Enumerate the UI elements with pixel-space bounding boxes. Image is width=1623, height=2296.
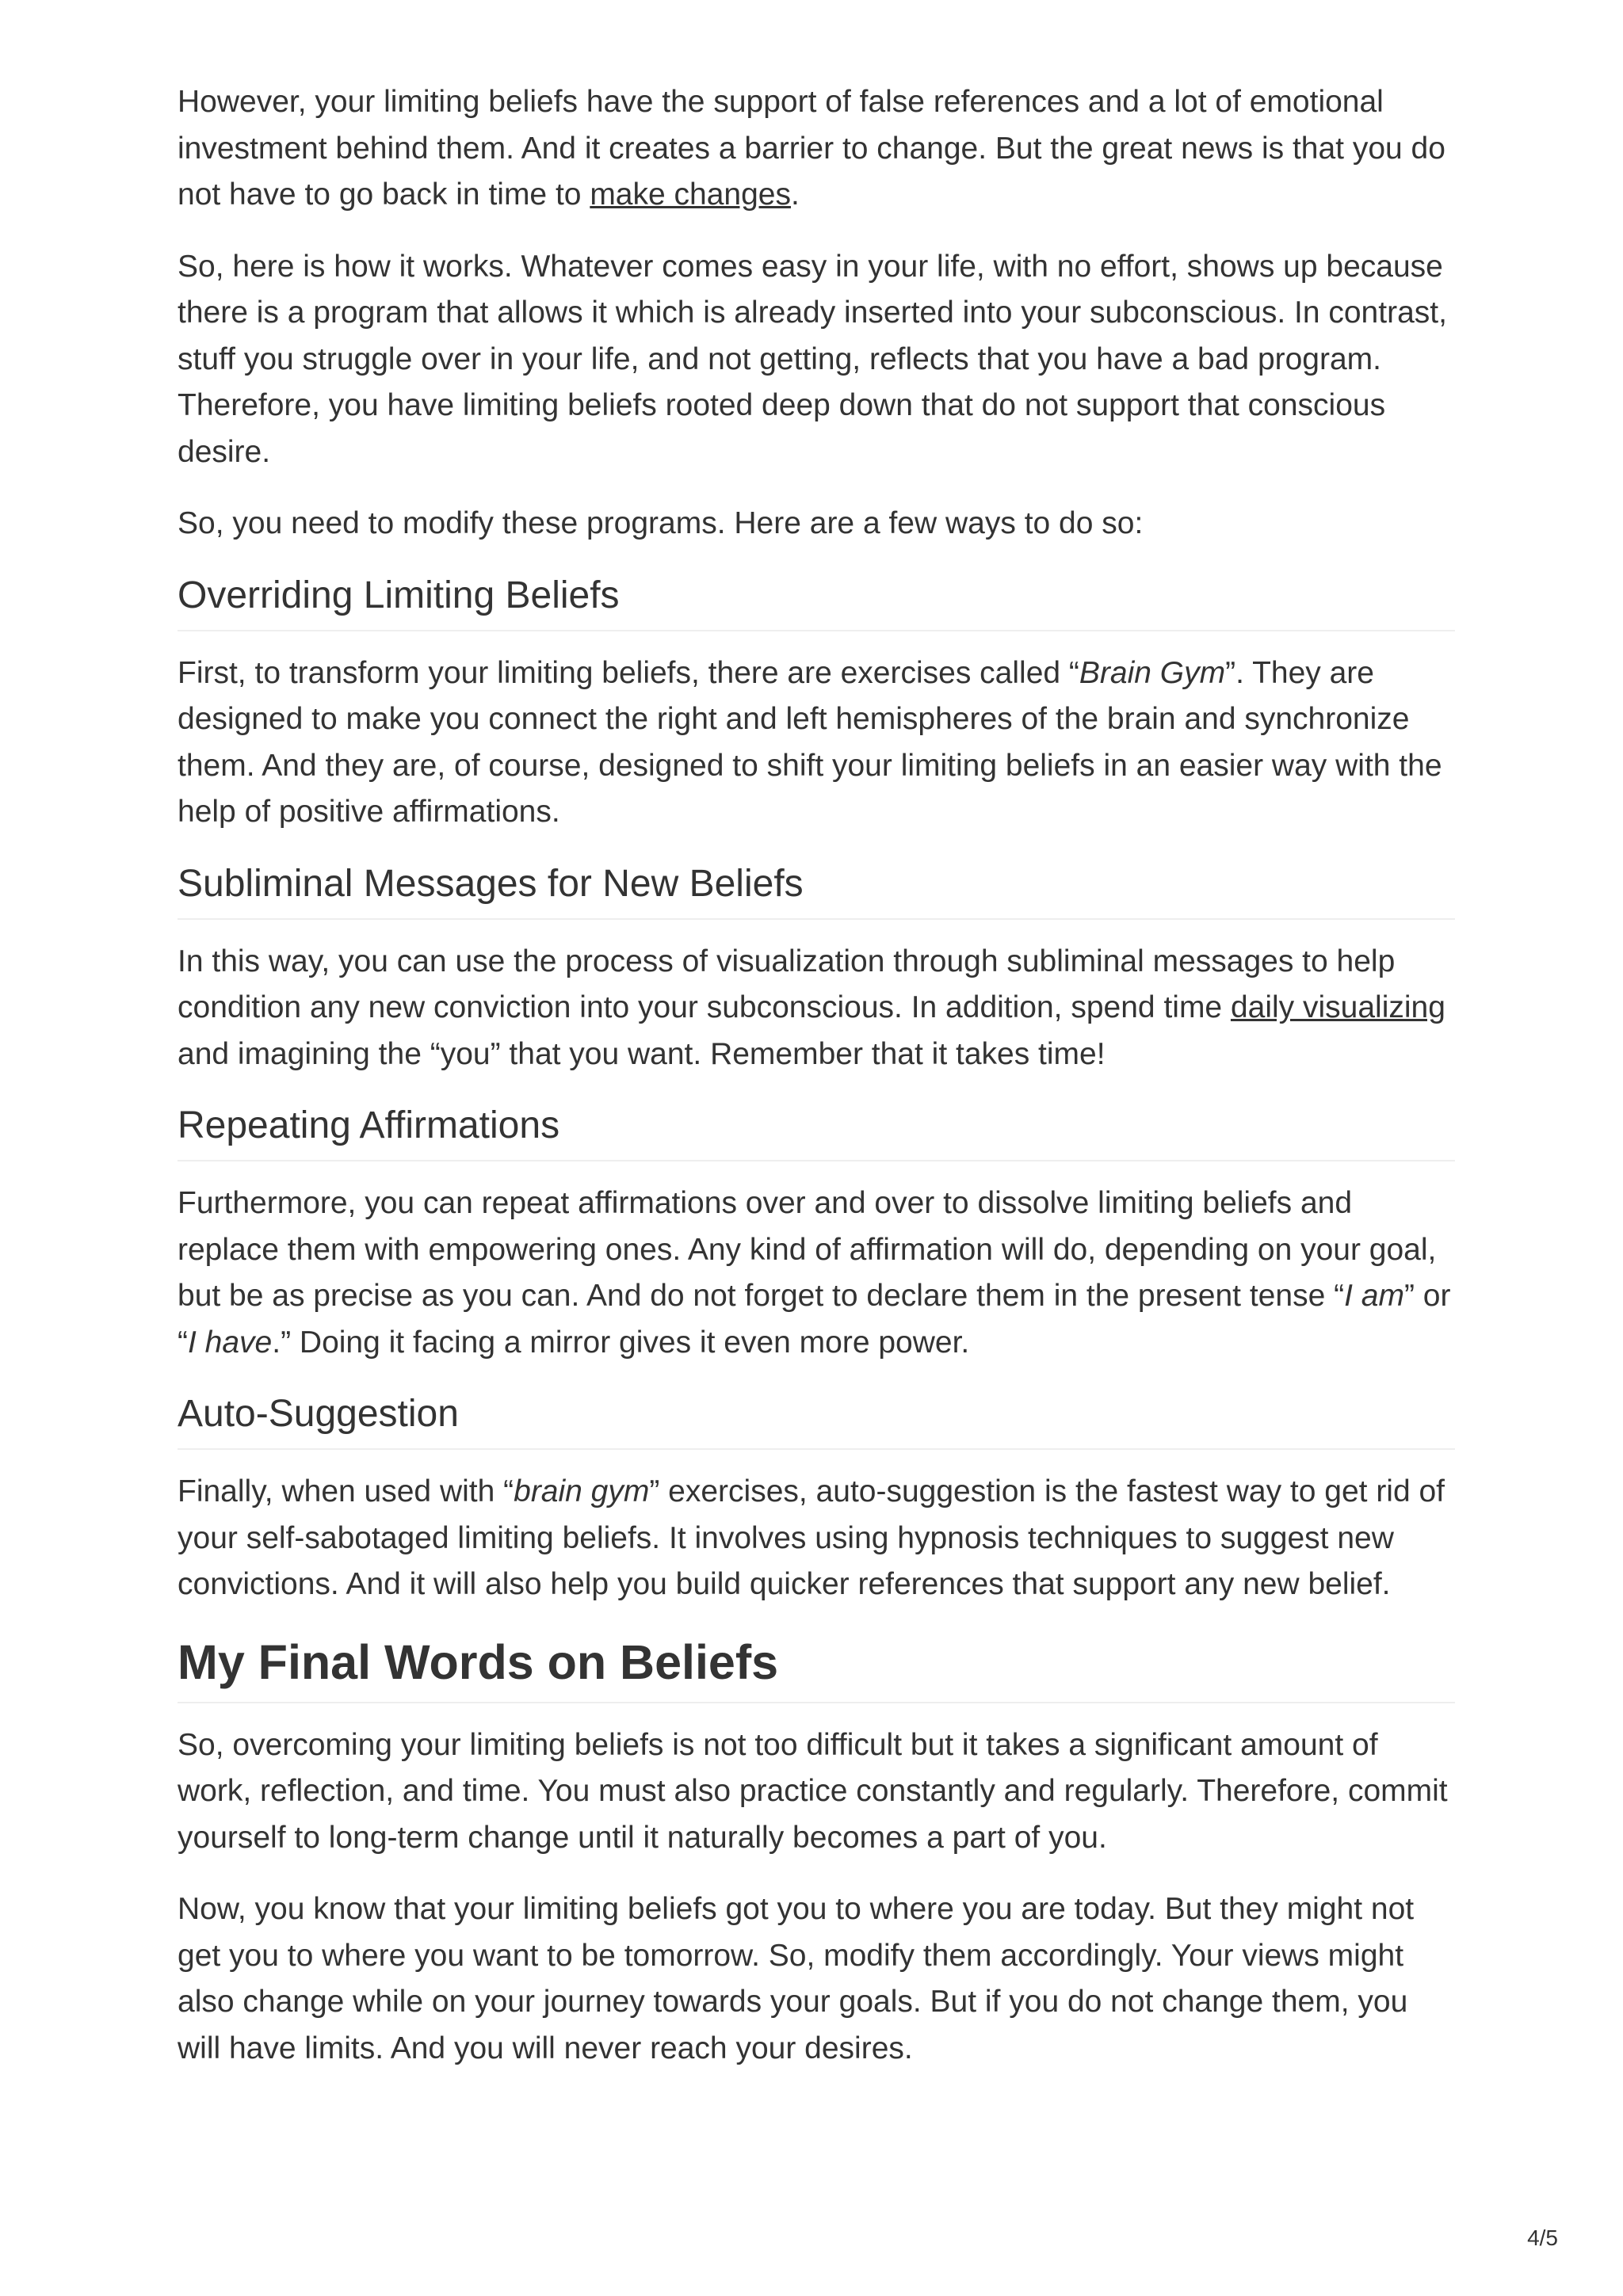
paragraph-text: First, to transform your limiting beliefs, there are exercises called “	[178, 655, 1079, 690]
paragraph-text: .” Doing it facing a mirror gives it even more power.	[272, 1325, 970, 1360]
heading-overriding-limiting-beliefs: Overriding Limiting Beliefs	[178, 573, 1455, 631]
article-body	[178, 79, 1455, 2097]
emphasis-brain-gym: Brain Gym	[1079, 655, 1226, 690]
heading-repeating-affirmations: Repeating Affirmations	[178, 1103, 1455, 1161]
paragraph-how-it-works: So, here is how it works. Whatever comes easy in your life, with no effort, shows up because there is a program that allows it which is already inserted into your subconscious. In contrast, stuff you struggle over in your life, and not getting, reflects that you have a bad program. Therefore, you have limiting beliefs rooted deep down that do not support that conscious desire.	[178, 249, 1447, 469]
paragraph-text: ”. They are designed to make you connect the right and left hemispheres of the brain and synchronize them. And they are, of course, designed to shift your limiting beliefs in an easier way with the help of positive affirmations.	[178, 655, 1442, 829]
paragraph-final-1: So, overcoming your limiting beliefs is not too difficult but it takes a significant amount of work, reflection, and time. You must also practice constantly and regularly. Therefore, commit yourself to long-term change until it naturally becomes a part of you.	[178, 1727, 1448, 1855]
page-number: 4/5	[1527, 2225, 1558, 2250]
paragraph-text: In this way, you can use the process of visualization through subliminal messages to help condition any new conviction into your subconscious. In addition, spend time	[178, 944, 1396, 1024]
emphasis-i-have: I have	[188, 1325, 273, 1360]
heading-auto-suggestion: Auto-Suggestion	[178, 1391, 1455, 1450]
paragraph-brain-gym	[178, 650, 1455, 836]
heading-subliminal-messages: Subliminal Messages for New Beliefs	[178, 861, 1455, 920]
paragraph-text: Finally, when used with “	[178, 1474, 514, 1508]
paragraph-final-2: Now, you know that your limiting beliefs got you to where you are today. But they might not get you to where you want to be tomorrow. So, modify them accordingly. Your views might also change while on your journey towards your goals. But if you do not change them, you will have limits. And you will never reach your desires.	[178, 1892, 1415, 2065]
paragraph-false-references	[178, 79, 1455, 219]
make-changes-link[interactable]: make changes	[590, 177, 791, 212]
emphasis-i-am: I am	[1344, 1279, 1404, 1313]
paragraph-affirmations	[178, 1180, 1455, 1366]
paragraph-text: ” or “	[178, 1279, 1451, 1360]
paragraph-auto-suggestion	[178, 1469, 1455, 1608]
emphasis-brain-gym-lower: brain gym	[514, 1474, 650, 1508]
daily-visualizing-link[interactable]: daily visualizing	[1230, 990, 1445, 1024]
paragraph-text: and imagining the “you” that you want. Remember that it takes time!	[178, 1036, 1106, 1071]
paragraph-text: ” exercises, auto-suggestion is the fastest way to get rid of your self-sabotaged limiting beliefs. It involves using hypnosis techniques to suggest new convictions. And it will also help you build quicker references that support any new belief.	[178, 1474, 1445, 1601]
paragraph-visualization	[178, 939, 1455, 1078]
paragraph-text: Furthermore, you can repeat affirmations over and over to dissolve limiting beliefs and replace them with empowering ones. Any kind of affirmation will do, depending on your goal, but be as precise as you can. And do not forget to declare them in the present tense “	[178, 1186, 1437, 1313]
heading-final-words: My Final Words on Beliefs	[178, 1634, 1455, 1703]
paragraph-modify-programs: So, you need to modify these programs. Here are a few ways to do so:	[178, 506, 1144, 540]
paragraph-text: However, your limiting beliefs have the support of false references and a lot of emotional investment behind them. And it creates a barrier to change. But the great news is that you do not have to go back in time to	[178, 85, 1445, 212]
paragraph-text: .	[790, 177, 800, 212]
